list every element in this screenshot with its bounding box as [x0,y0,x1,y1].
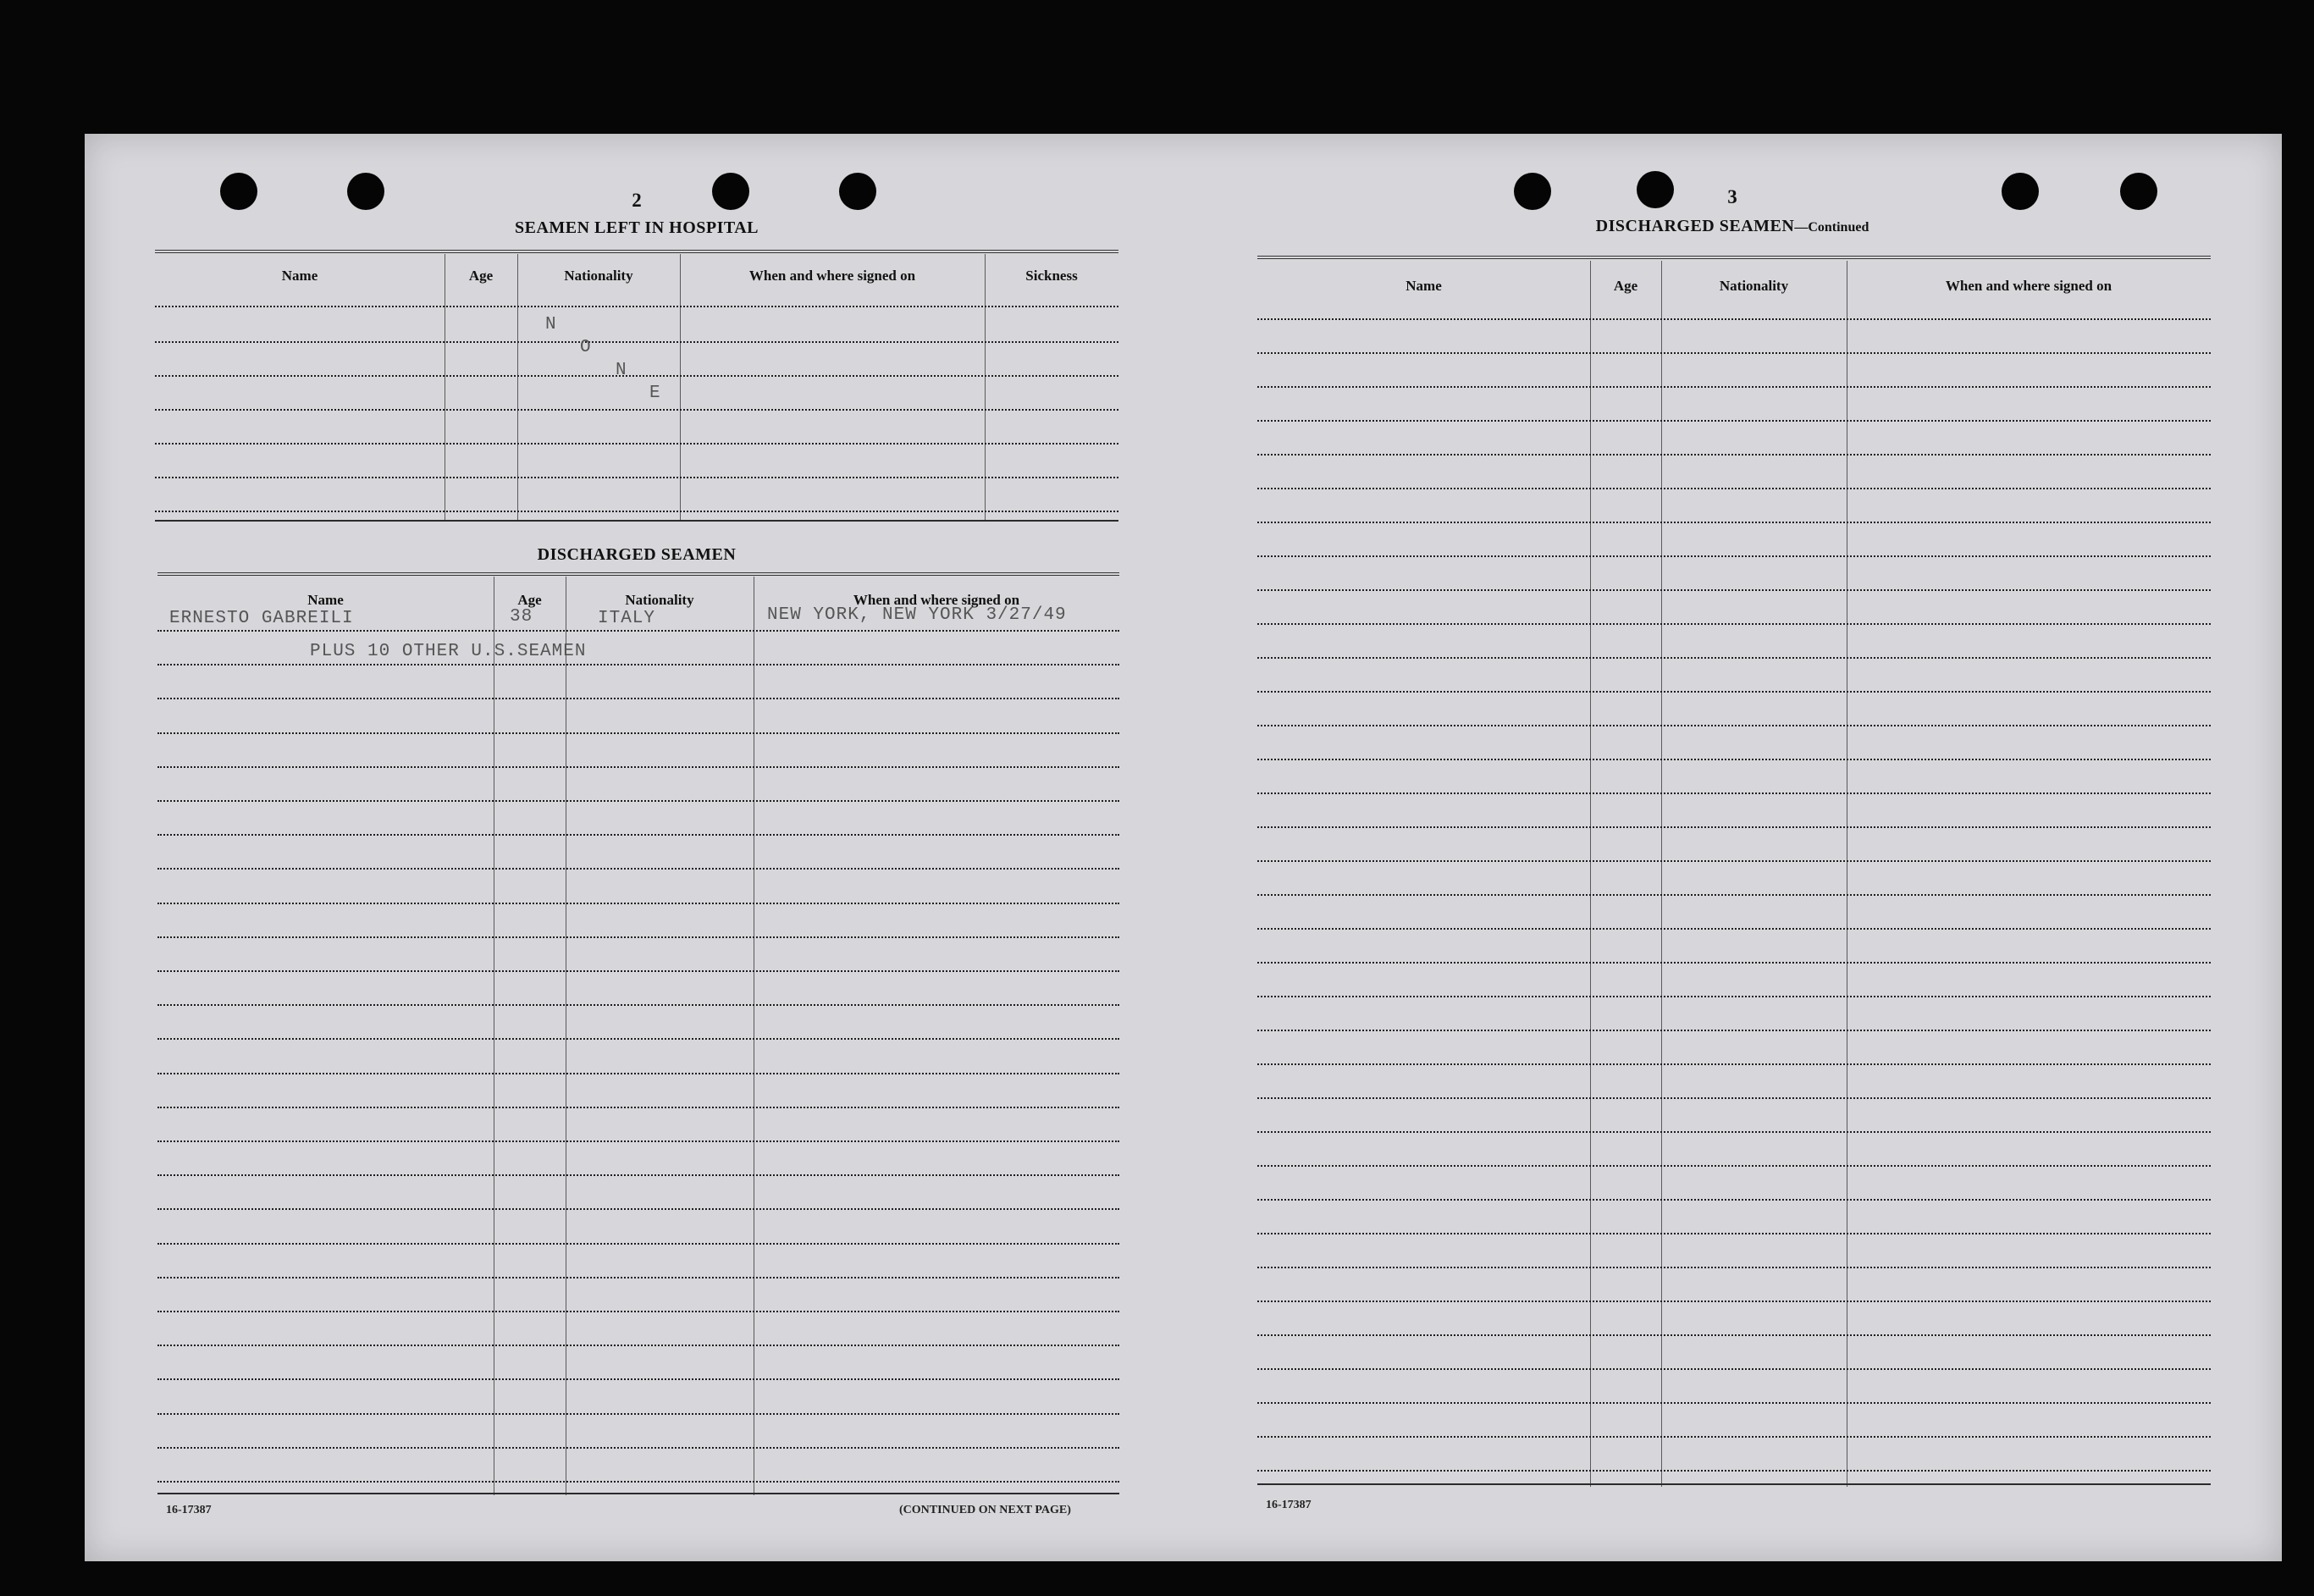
table-row [1257,657,2211,659]
header-underline [155,306,1118,307]
hospital-header-age: Age [468,268,494,284]
table-row [1257,1334,2211,1336]
none-mark-e: E [649,384,661,403]
discharged-table-left [157,577,1119,1495]
ledger-sheet [85,134,2282,1561]
table-row [157,664,1119,665]
table-row [1257,1030,2211,1031]
table-row [155,477,1118,478]
seaman-signed-on: NEW YORK, NEW YORK 3/27/49 [767,605,1067,625]
table-row [157,834,1119,836]
table-row [1257,725,2211,726]
continued-note: (CONTINUED ON NEXT PAGE) [899,1504,1071,1516]
table-row [1257,1199,2211,1201]
table-row [1257,826,2211,828]
right-top-rule [1257,256,2211,259]
punch-hole [347,173,384,210]
discharged-top-rule [157,572,1119,576]
form-number-left: 16-17387 [166,1504,212,1516]
seaman-age: 38 [510,607,533,627]
discharged-header-name: Name [307,592,344,608]
table-row [157,1378,1119,1380]
header-underline [1257,318,2211,320]
table-row [1257,1436,2211,1438]
table-row [157,1413,1119,1415]
table-row [157,936,1119,938]
table-row [157,903,1119,904]
hospital-header-nationality: Nationality [564,268,633,284]
table-row [157,698,1119,699]
discharged-header-nationality: Nationality [625,592,694,608]
table-row [157,1277,1119,1278]
table-row [1257,1368,2211,1370]
punch-hole [712,173,749,210]
header-underline [157,630,1119,632]
table-row [157,1208,1119,1210]
right-title-main: DISCHARGED SEAMEN [1595,217,1795,235]
table-row [155,375,1118,377]
table-row [155,511,1118,512]
page-number-left: 2 [632,190,642,211]
hospital-header-name: Name [281,268,318,284]
hospital-section-title: SEAMEN LEFT IN HOSPITAL [514,218,759,237]
discharged-header-signed-on: When and where signed on [853,592,1020,608]
table-row [157,970,1119,972]
table-row [157,1481,1119,1483]
discharged-section-title: DISCHARGED SEAMEN [537,545,737,564]
table-row [157,1140,1119,1142]
table-row [1257,1233,2211,1234]
table-row [1257,420,2211,422]
table-row [157,732,1119,734]
table-row [157,800,1119,802]
none-mark-o: O [580,338,592,357]
table-bottom-rule [155,520,1118,522]
seaman-nationality: ITALY [598,609,656,628]
table-row [157,1004,1119,1006]
table-row [1257,996,2211,997]
table-row [1257,894,2211,896]
punch-hole [1514,173,1551,210]
additional-seamen-note: PLUS 10 OTHER U.S.SEAMEN [310,642,587,661]
column-divider [517,254,518,522]
column-divider [1590,261,1591,1487]
table-row [1257,1267,2211,1268]
table-row [157,1038,1119,1040]
table-row [1257,522,2211,523]
table-row [1257,488,2211,489]
table-row [1257,1063,2211,1065]
page-number-right: 3 [1727,186,1737,207]
column-divider [1661,261,1662,1487]
table-row [1257,589,2211,591]
seaman-name: ERNESTO GABREILI [169,609,354,628]
table-row [1257,792,2211,794]
hospital-top-rule [155,250,1118,253]
table-row [1257,928,2211,930]
table-row [1257,1402,2211,1404]
none-mark-n2: N [616,361,627,380]
table-row [1257,691,2211,693]
table-bottom-rule [157,1493,1119,1494]
table-row [157,766,1119,768]
table-row [1257,1097,2211,1099]
punch-hole [1637,171,1674,208]
form-number-right: 16-17387 [1266,1499,1312,1511]
table-row [157,868,1119,870]
table-row [155,409,1118,411]
right-section-title [1596,217,1869,236]
table-row [1257,555,2211,557]
punch-hole [220,173,257,210]
table-row [157,1073,1119,1074]
table-row [155,443,1118,445]
punch-hole [2120,173,2157,210]
hospital-header-signed-on: When and where signed on [748,268,916,284]
right-title-suffix: —Continued [1794,220,1869,235]
right-header-signed-on: When and where signed on [1945,278,2112,294]
table-row [1257,623,2211,625]
hospital-table [155,254,1118,522]
table-row [157,1243,1119,1245]
right-header-name: Name [1406,278,1442,294]
table-row [157,1345,1119,1346]
punch-hole [839,173,876,210]
table-row [1257,386,2211,388]
table-row [155,341,1118,343]
table-row [1257,962,2211,964]
table-row [1257,1131,2211,1133]
table-bottom-rule [1257,1483,2211,1485]
table-row [1257,759,2211,760]
table-row [1257,454,2211,456]
punch-hole [2002,173,2039,210]
hospital-header-sickness: Sickness [1025,268,1078,284]
table-row [157,1447,1119,1449]
table-row [157,1107,1119,1108]
column-divider [985,254,986,522]
table-row [1257,1470,2211,1472]
right-header-age: Age [1613,278,1638,294]
table-row [1257,860,2211,862]
discharged-header-age: Age [517,592,542,608]
table-row [1257,1165,2211,1167]
none-mark-n: N [545,315,557,334]
column-divider [680,254,681,522]
right-header-nationality: Nationality [1719,278,1789,294]
table-row [157,1311,1119,1312]
table-row [1257,352,2211,354]
table-row [157,1174,1119,1176]
table-row [1257,1301,2211,1302]
discharged-table-right [1257,261,2211,1487]
